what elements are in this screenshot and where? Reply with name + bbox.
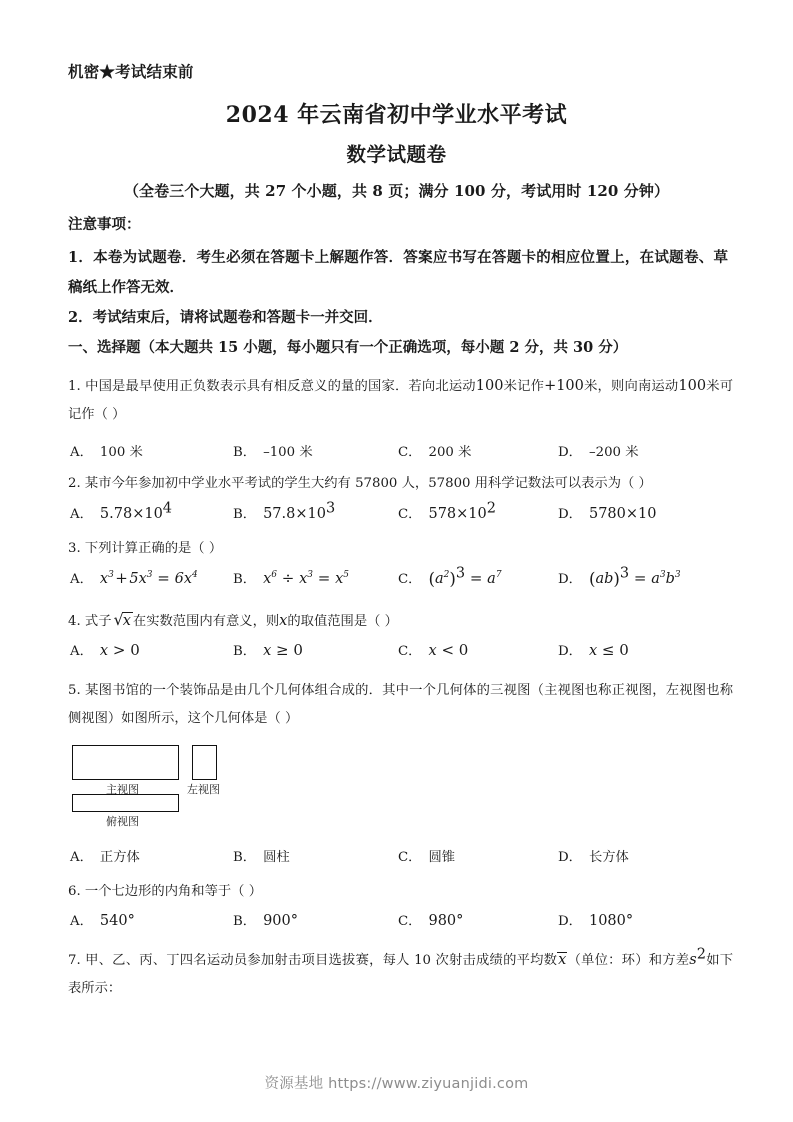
question-3-option-d[interactable]: D． $(ab)^3 = a^3b^3$	[558, 565, 681, 589]
question-1-option-d[interactable]: D． –200 米	[558, 445, 639, 460]
question-2-stem: 2. 某市今年参加初中学业水平考试的学生大约有 57800 人，57800 用科学记数法可以表示为（ ）	[68, 476, 652, 491]
question-2-option-c[interactable]: C． $578\times 10^2$	[398, 500, 496, 522]
question-1-option-b[interactable]: B． –100 米	[233, 445, 313, 460]
question-7-number: 7.	[68, 953, 81, 968]
notice-item-1: 1．本卷为试题卷．考生必须在答题卡上解题作答．答案应书写在答题卡的相应位置上，在试题卷、草稿纸上作答无效．	[68, 249, 728, 296]
question-7	[68, 946, 733, 1003]
question-3	[68, 535, 733, 563]
question-3-stem: 3. 下列计算正确的是（ ）	[68, 541, 223, 556]
sqrt-icon: √x	[113, 610, 131, 629]
question-4-option-c[interactable]: C． x < 0	[398, 641, 469, 659]
question-5-option-b[interactable]: B． 圆柱	[233, 850, 290, 865]
page-title: 2024 年云南省初中学业水平考试	[225, 102, 568, 128]
question-7-stem: 7. 甲、乙、丙、丁四名运动员参加射击项目选拔赛，每人 10 次射击成绩的平均数x（单位：环）和方差$s^2$如下表所示：	[68, 946, 734, 996]
question-2-option-b[interactable]: B． $57.8\times 10^3$	[233, 500, 336, 522]
section-heading-multiple-choice: 一、选择题（本大题共 15 小题，每小题只有一个正确选项，每小题 2 分，共 30 分）	[68, 339, 628, 356]
question-1-option-c[interactable]: C． 200 米	[398, 445, 472, 460]
question-4-option-b[interactable]: B． x ≥ 0	[233, 641, 303, 659]
question-6-option-d[interactable]: D． 1080°	[558, 913, 634, 929]
exam-meta-line: （全卷三个大题，共 27 个小题，共 8 页；满分 100 分，考试用时 120 分钟）	[123, 182, 670, 200]
top-view-label: 俯视图	[106, 815, 139, 828]
question-4-option-a[interactable]: A． x > 0	[70, 641, 140, 659]
question-6-stem: 6. 一个七边形的内角和等于（ ）	[68, 884, 263, 899]
question-3-options	[68, 565, 733, 591]
question-2-options	[68, 501, 733, 527]
question-1-number: 1.	[68, 379, 81, 394]
question-2-option-a[interactable]: A． $5.78\times 10^4$	[70, 500, 173, 522]
question-6-number: 6.	[68, 884, 81, 899]
question-5-number: 5.	[68, 683, 81, 698]
question-5-options	[68, 845, 733, 871]
notice-item-2: 2．考试结束后，请将试题卷和答题卡一并交回．	[68, 309, 383, 326]
question-6-options	[68, 908, 733, 934]
watermark: 资源基地 https://www.ziyuanjidi.com	[264, 1076, 529, 1092]
left-view-label: 左视图	[187, 783, 220, 796]
notice-label: 注意事项：	[68, 216, 141, 233]
question-5-stem: 5. 某图书馆的一个装饰品是由几个几何体组合成的．其中一个几何体的三视图（主视图也称正视图，左视图也称侧视图）如图所示，这个几何体是（ ）	[68, 683, 733, 726]
question-6-option-a[interactable]: A． 540°	[70, 913, 135, 929]
question-6-option-b[interactable]: B． 900°	[233, 913, 299, 929]
question-1-options	[68, 440, 733, 466]
question-6	[68, 878, 733, 906]
question-6-option-c[interactable]: C． 980°	[398, 913, 464, 929]
question-4	[68, 606, 733, 636]
page-subtitle: 数学试题卷	[346, 143, 447, 166]
question-3-option-c[interactable]: C． $(a^2)^3 = a^7$	[398, 565, 502, 589]
question-2-number: 2.	[68, 476, 81, 491]
question-4-option-d[interactable]: D． x ≤ 0	[558, 641, 629, 659]
question-2-option-d[interactable]: D． 5780×10	[558, 506, 657, 522]
question-5	[68, 677, 733, 733]
question-5-option-a[interactable]: A． 正方体	[70, 850, 140, 865]
question-1	[68, 372, 733, 429]
x-bar-symbol: x	[558, 952, 567, 968]
confidential-notice: 机密★考试结束前	[68, 62, 194, 81]
question-5-option-c[interactable]: C． 圆锥	[398, 850, 456, 865]
question-5-option-d[interactable]: D． 长方体	[558, 850, 629, 865]
front-view-label: 主视图	[106, 783, 139, 796]
question-3-option-a[interactable]: A． $x^3$ + $5x^3 = 6x^4$	[70, 569, 198, 587]
left-view-rectangle	[192, 745, 217, 780]
front-view-rectangle	[72, 745, 179, 780]
three-view-figure	[68, 742, 368, 842]
question-4-options	[68, 637, 733, 663]
question-4-stem: 4. 式子 √x 在实数范围内有意义，则x的取值范围是（ ）	[68, 606, 733, 636]
question-1-stem: 1. 中国是最早使用正负数表示具有相反意义的量的国家．若向北运动100米记作+100米，则向南运动100米可记作（ ）	[68, 378, 734, 422]
question-4-number: 4.	[68, 614, 81, 629]
question-2	[68, 470, 733, 498]
question-1-option-a[interactable]: A． 100 米	[70, 445, 143, 460]
question-3-option-b[interactable]: B． $x^6 \div x^3 = x^5$	[233, 569, 350, 587]
question-3-number: 3.	[68, 541, 81, 556]
